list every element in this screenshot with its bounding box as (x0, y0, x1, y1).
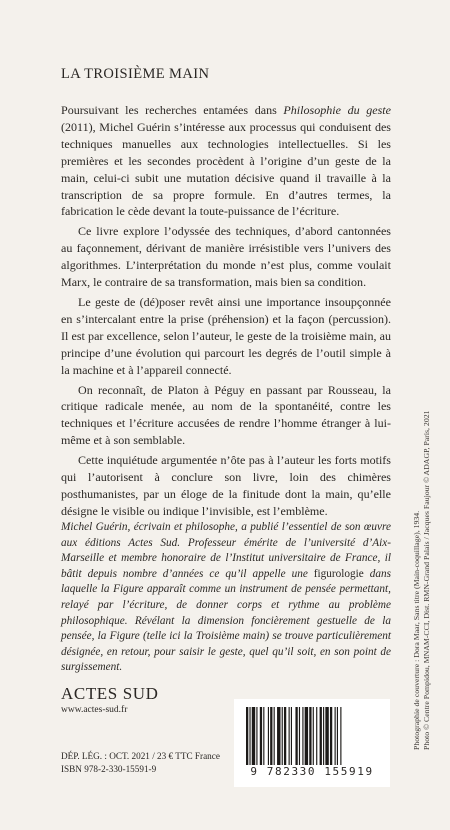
blurb-paragraph-2: Ce livre explore l’odyssée des techniques, d’abord cantonnées au façonnement, dérivant de manière irrésistible vers l’univers des algorithmes. L’interprétation du monde n’est plus, comme voulait Marx, le contraire de sa transformation, mais bien sa condition. (61, 224, 391, 290)
blurb-paragraph-4: On reconnaît, de Platon à Péguy en passant par Rousseau, la critique radicale menée, au nom de la spontanéité, contre les techniques et l’écriture accusées de rendre l’homme étranger à lui-même et à son semblable. (61, 382, 391, 448)
blurb-text: Poursuivant les recherches entamées dans (61, 103, 284, 117)
publisher-logo: ACTES SUD (61, 684, 159, 703)
isbn: ISBN 978-2-330-15591-9 (61, 763, 157, 774)
cited-work-title: Philosophie du geste (283, 103, 391, 117)
barcode (234, 699, 390, 787)
bio-text: dans laquelle la Figure apparaît comme un instrument de pensée permettant, relayé par l’écriture, de donner corps et rythme au problème philosophique. Révélant la dimension foncièrement gestuelle de la pensée, la Figure (telle ici la Troisième main) se trouve particulièrement désignée, en retour, pour saisir le geste, quel qu’il soit, en son point de surgissement. (61, 567, 391, 674)
legal-deposit-price: DÉP. LÉG. : OCT. 2021 / 23 € TTC France (61, 751, 220, 761)
bio-emphasis: figurologie (313, 567, 364, 580)
blurb-paragraph-5: Cette inquiétude argumentée n’ôte pas à l’auteur les forts motifs qui l’autorisent à conclure son livre, loin des chimères posthumanistes, par un éloge de la finitude dont la main, qu’elle désigne le visible ou indique l’invisible, est l’emblème. (61, 453, 391, 518)
blurb-paragraph-1 (61, 102, 391, 220)
bio-text: Michel Guérin, écrivain et philosophe, a publié l’essentiel de son œuvre aux éditions Actes Sud. Professeur émérite de l’université d’Aix-Marseille et membre honoraire de l’Institut universitaire de France, il bâtit depuis nombre d’années ce qu’il appelle une (61, 521, 391, 580)
blurb-text: (2011), Michel Guérin s’intéresse aux processus qui conduisent des techniques manuelles aux technologies intellectuelles. Si les premières et les secondes procèdent à l’origine d’un geste de la main, celui-ci subit une mutation décisive quand il travaille à la transcription de sa propre formule. En d’autres termes, la fabrication le cède devant la toute-puissance de l’écriture. (61, 119, 391, 219)
credits-line-2: Photo © Centre Pompidou, MNAM-CCI, Dist. RMN-Grand Palais / Jacques Faujour © ADAGP, Paris, 2021 (422, 410, 431, 750)
book-title: LA TROISIÈME MAIN (61, 66, 210, 82)
cover-photo-credits (412, 410, 432, 750)
publisher-website[interactable]: www.actes-sud.fr (61, 705, 128, 715)
credits-line-1: Photographie de couverture : Dora Maar, Sans titre (Main-coquillage), 1934. (412, 510, 421, 750)
barcode-digits: 9 782330 155919 (250, 765, 374, 778)
author-bio (61, 520, 391, 676)
blurb-paragraph-3: Le geste de (dé)poser revêt ainsi une importance insoupçonnée en s’intercalant entre la prise (préhension) et la façon (percussion). Il est par excellence, selon l’auteur, le geste de la troisième main, au principe d’une évolution qui parcourt les degrés de l’outil simple à la machine et à l’appareil connecté. (61, 294, 391, 377)
legal-info (61, 750, 220, 775)
barcode-bars (246, 707, 378, 765)
blurb (61, 102, 391, 523)
